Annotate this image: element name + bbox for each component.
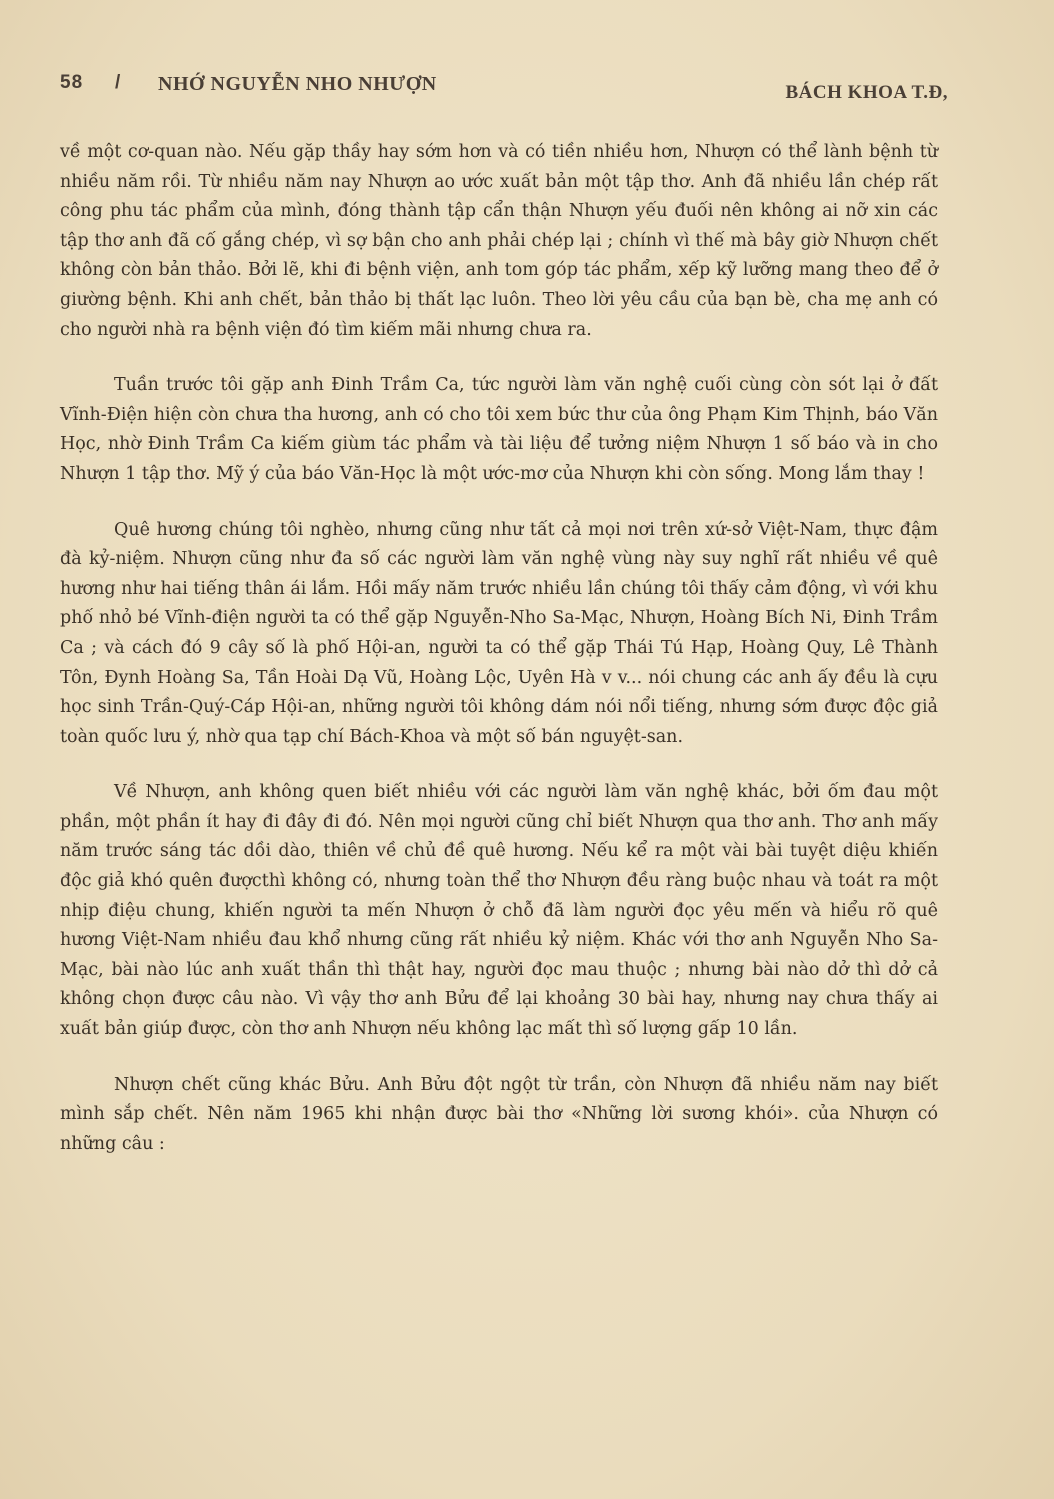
paragraph-3: Quê hương chúng tôi nghèo, nhưng cũng như tất cả mọi nơi trên xứ-sở Việt-Nam, thực đậm đà kỷ-niệm. Nhượn cũng như đa số các người làm văn nghệ vùng này suy nghĩ rất nhiều về quê hương như hai tiếng thân ái lắm. Hồi mấy năm trước nhiều lần chúng tôi thấy cảm động, vì với khu phố nhỏ bé Vĩnh-điện người ta có thể gặp Nguyễn-Nho Sa-Mạc, Nhượn, Hoàng Bích Ni, Đinh Trầm Ca ; và cách đó 9 cây số là phố Hội-an, người ta có thể gặp Thái Tú Hạp, Hoàng Quy, Lê Thành Tôn, Đynh Hoàng Sa, Tần Hoài Dạ Vũ, Hoàng Lộc, Uyên Hà v v... nói chung các anh ấy đều là cựu học sinh Trần-Quý-Cáp Hội-an, những người tôi không dám nói nổi tiếng, nhưng sớm được độc giả toàn quốc lưu ý, nhờ qua tạp chí Bách-Khoa và một số bán nguyệt-san. — [60, 519, 938, 747]
paragraph-4: Về Nhượn, anh không quen biết nhiều với các người làm văn nghệ khác, bởi ốm đau một phần, một phần ít hay đi đây đi đó. Nên mọi người cũng chỉ biết Nhượn qua thơ anh. Thơ anh mấy năm trước sáng tác dồi dào, thiên về chủ đề quê hương. Nếu kể ra một vài bài tuyệt diệu khiến độc giả khó quên đượcthì không có, nhưng toàn thể thơ Nhượn đều ràng buộc nhau và toát ra một nhịp điệu chung, khiến người ta mến Nhượn ở chỗ đã làm người đọc yêu mến và hiểu rõ quê hương Việt-Nam nhiều đau khổ nhưng cũng rất nhiều kỷ niệm. Khác với thơ anh Nguyễn Nho Sa- Mạc, bài nào lúc anh xuất thần thì thật hay, người đọc mau thuộc ; nhưng bài nào dở thì dở cả không chọn được câu nào. Vì vậy thơ anh Bửu để lại khoảng 30 bài hay, nhưng nay chưa thấy ai xuất bản giúp được, còn thơ anh Nhượn nếu không lạc mất thì số lượng gấp 10 lần. — [60, 782, 938, 1040]
article-body — [60, 138, 938, 1159]
journal-name: BÁCH KHOA T.Đ, — [785, 82, 948, 103]
header-separator: / — [115, 72, 121, 93]
page-number: 58 — [60, 72, 84, 93]
paragraph-5: Nhượn chết cũng khác Bửu. Anh Bửu đột ngột từ trần, còn Nhượn đã nhiều năm nay biết mình sắp chết. Nên năm 1965 khi nhận được bài thơ «Những lời sương khói». của Nhượn có những câu : — [60, 1074, 938, 1154]
paragraph-2: Tuần trước tôi gặp anh Đinh Trầm Ca, tức người làm văn nghệ cuối cùng còn sót lại ở đất Vĩnh-Điện hiện còn chưa tha hương, anh có cho tôi xem bức thư của ông Phạm Kim Thịnh, báo Văn Học, nhờ Đinh Trầm Ca kiếm giùm tác phẩm và tài liệu để tưởng niệm Nhượn 1 số báo và in cho Nhượn 1 tập thơ. Mỹ ý của báo Văn-Học là một ước-mơ của Nhượn khi còn sống. Mong lắm thay ! — [60, 375, 938, 484]
page-header — [60, 72, 948, 108]
paragraph-1: về một cơ-quan nào. Nếu gặp thầy hay sớm hơn và có tiền nhiều hơn, Nhượn có thể lành bệnh từ nhiều năm rồi. Từ nhiều năm nay Nhượn ao ước xuất bản một tập thơ. Anh đã nhiều lần chép rất công phu tác phẩm của mình, đóng thành tập cẩn thận Nhượn yếu đuối nên không ai nỡ xin các tập thơ anh đã cố gắng chép, vì sợ bận cho anh phải chép lại ; chính vì thế mà bây giờ Nhượn chết không còn bản thảo. Bởi lẽ, khi đi bệnh viện, anh tom góp tác phẩm, xếp kỹ lưỡng mang theo để ở giường bệnh. Khi anh chết, bản thảo bị thất lạc luôn. Theo lời yêu cầu của bạn bè, cha mẹ anh có cho người nhà ra bệnh viện đó tìm kiếm mãi nhưng chưa ra. — [60, 142, 938, 340]
running-title: NHỚ NGUYỄN NHO NHƯỢN — [158, 73, 437, 95]
